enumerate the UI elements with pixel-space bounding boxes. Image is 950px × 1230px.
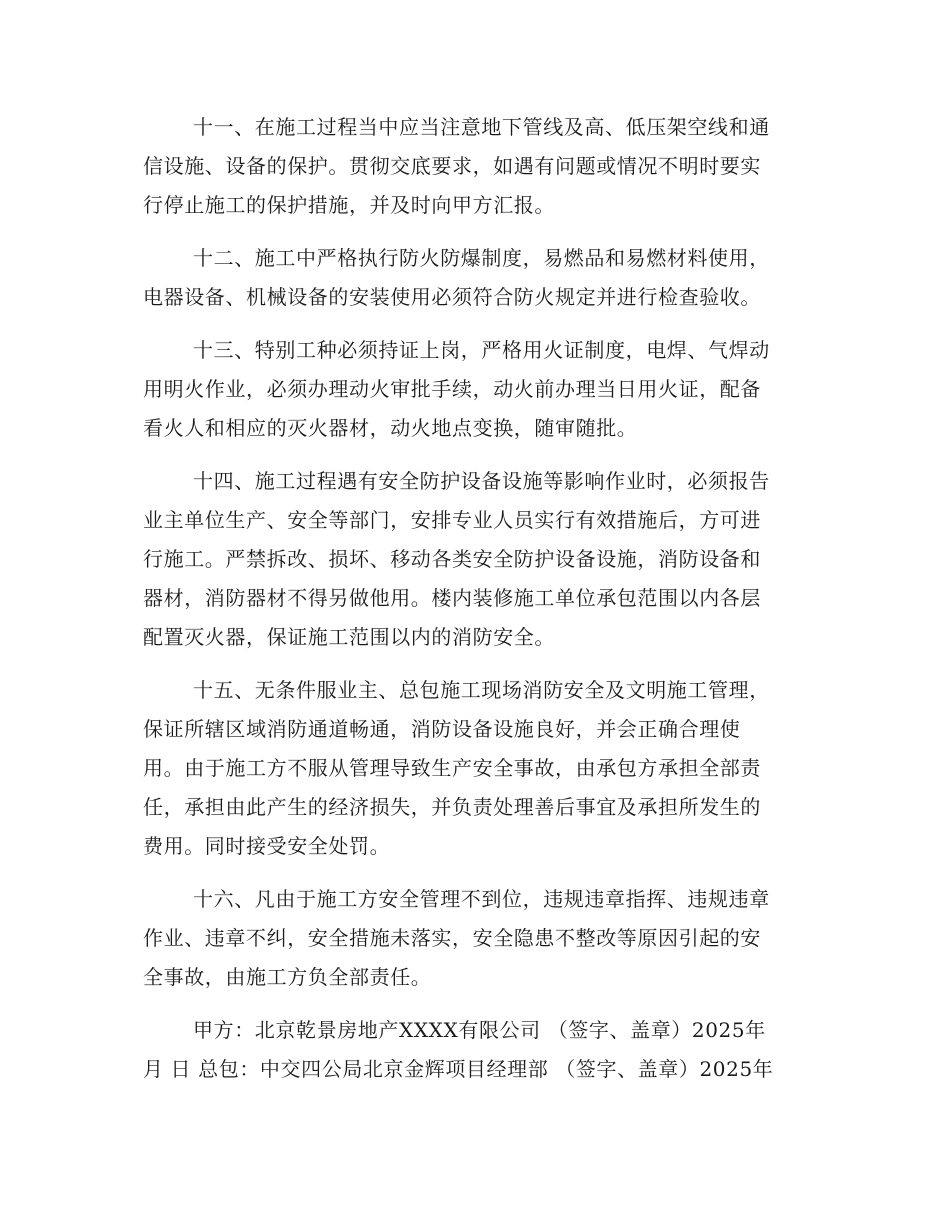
text-line: 行施工。严禁拆改、损坏、移动各类安全防护设备设施，消防设备和 (143, 547, 761, 571)
text-line: 十四、施工过程遇有安全防护设备设施等影响作业时，必须报告 (193, 469, 770, 493)
text-line: 业主单位生产、安全等部门，安排专业人员实行有效措施后，方可进 (143, 508, 761, 532)
text-line: 作业、违章不纠，安全措施未落实，安全隐患不整改等原因引起的安 (143, 926, 761, 950)
paragraph-14 (143, 462, 808, 657)
text-line: 看火人和相应的灭火器材，动火地点变换，随审随批。 (143, 416, 638, 440)
text-line: 电器设备、机械设备的安装使用必须符合防火规定并进行检查验收。 (143, 285, 761, 309)
text-line: 十三、特别工种必须持证上岗，严格用火证制度，电焊、气焊动 (193, 338, 770, 362)
paragraph-13 (143, 331, 808, 448)
text-line: 保证所辖区域消防通道畅通，消防设备设施良好，并会正确合理使 (143, 717, 741, 741)
signature-line-party-a: 甲方：北京乾景房地产XXXX有限公司 （签字、盖章）2025年 (193, 1018, 766, 1042)
document-page (143, 108, 808, 1103)
text-line: 费用。同时接受安全处罚。 (143, 834, 391, 858)
text-line: 用。由于施工方不服从管理导致生产安全事故，由承包方承担全部责 (143, 756, 761, 780)
text-line: 行停止施工的保护措施，并及时向甲方汇报。 (143, 193, 555, 217)
paragraph-16 (143, 880, 808, 997)
paragraph-15 (143, 671, 808, 866)
text-line: 全事故，由施工方负全部责任。 (143, 965, 432, 989)
signature-block (143, 1011, 808, 1089)
paragraph-11 (143, 108, 808, 225)
text-line: 十二、施工中严格执行防火防爆制度，易燃品和易燃材料使用， (193, 246, 770, 270)
text-line: 信设施、设备的保护。贯彻交底要求，如遇有问题或情况不明时要实 (143, 154, 761, 178)
paragraph-12 (143, 239, 808, 317)
text-line: 十六、凡由于施工方安全管理不到位，违规违章指挥、违规违章 (193, 887, 770, 911)
text-line: 任，承担由此产生的经济损失，并负责处理善后事宜及承担所发生的 (143, 795, 761, 819)
text-line: 十五、无条件服业主、总包施工现场消防安全及文明施工管理， (193, 678, 770, 702)
text-line: 用明火作业，必须办理动火审批手续，动火前办理当日用火证，配备 (143, 377, 761, 401)
text-line: 器材，消防器材不得另做他用。楼内装修施工单位承包范围以内各层 (143, 586, 761, 610)
signature-line-contractor: 月 日 总包：中交四公局北京金辉项目经理部 （签字、盖章）2025年 (143, 1057, 774, 1081)
text-line: 十一、在施工过程当中应当注意地下管线及高、低压架空线和通 (193, 115, 770, 139)
text-line: 配置灭火器，保证施工范围以内的消防安全。 (143, 625, 555, 649)
